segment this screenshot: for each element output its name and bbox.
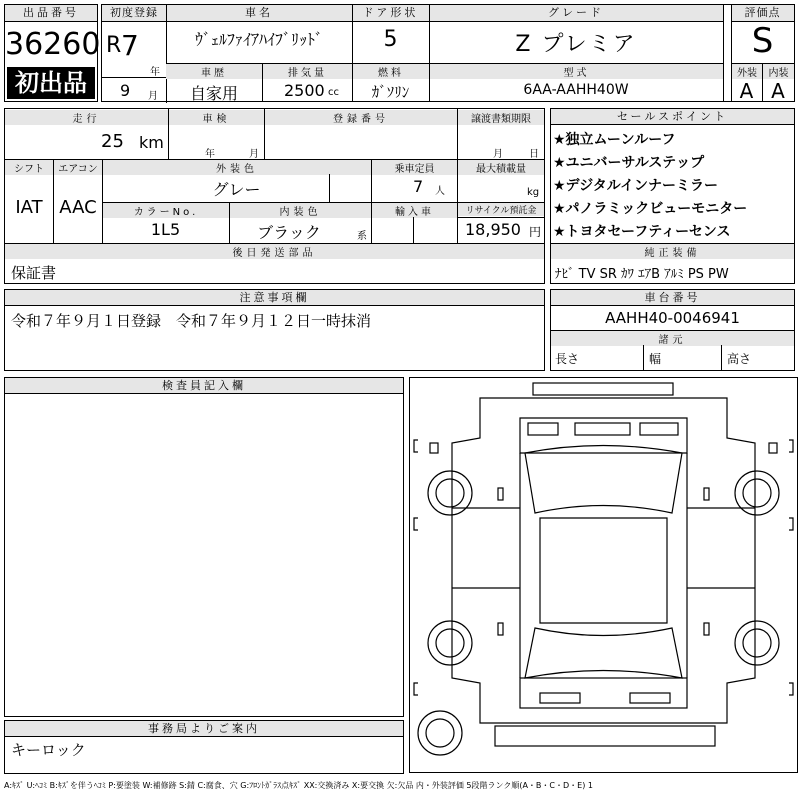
sales-label: セールスポイント xyxy=(551,109,794,125)
height-label: 高さ xyxy=(727,352,752,366)
later-parts-value: 保証書 xyxy=(11,264,57,282)
score-value: S xyxy=(751,21,774,61)
era-letter: R xyxy=(106,33,122,58)
legend-text: A:ｷｽﾞ U:ﾍｺﾐ B:ｷｽﾞを伴うﾍｺﾐ P:要塗装 W:補修跡 S:錆 C:腐食、穴 G:ﾌﾛﾝﾄｶﾞﾗｽ点ｷｽﾞ XX:交換済み X:要交換 欠:欠品 内・外装評価 5段階ランク順(A・B・C・D・E) 1 xyxy=(4,781,593,790)
load-label: 最大積載量 xyxy=(458,160,544,175)
sales-points xyxy=(550,108,795,284)
ac-value: AAC xyxy=(59,197,97,218)
capacity-label: 乗車定員 xyxy=(372,160,457,175)
office-label: 事務局よりご案内 xyxy=(5,721,403,737)
mileage-label: 走行 xyxy=(5,110,168,125)
notes-box xyxy=(4,289,545,371)
first-listing-badge xyxy=(7,67,95,99)
inspector-box xyxy=(4,377,404,717)
first-reg-label: 初度登録 xyxy=(102,5,166,22)
sales-point: ★パノラミックビューモニター xyxy=(553,201,748,217)
mileage-value: 25 xyxy=(101,131,124,152)
capacity-value: 7 xyxy=(413,177,424,196)
year-unit: 年 xyxy=(150,67,160,78)
lot-number: 36260 xyxy=(5,27,101,62)
ac-label: エアコン xyxy=(54,160,102,175)
inspection-label: 車検 xyxy=(169,110,264,125)
vehicle-header xyxy=(101,4,795,102)
int-color-value: ブラック xyxy=(257,223,321,242)
width-label: 幅 xyxy=(649,352,662,366)
recycle-unit: 円 xyxy=(529,225,542,239)
door-count: 5 xyxy=(383,27,398,52)
insp-month-unit: 月 xyxy=(249,149,259,160)
model-label: 型式 xyxy=(430,64,723,79)
lot-label: 出品番号 xyxy=(5,5,97,22)
equipment-label: 純正装備 xyxy=(551,244,794,259)
transfer-day-unit: 日 xyxy=(529,149,539,160)
int-color-label: 内装色 xyxy=(230,203,371,218)
history-label: 車歴 xyxy=(166,64,262,79)
history-value: 自家用 xyxy=(189,84,238,103)
car-damage-diagram xyxy=(409,377,798,773)
insp-year-unit: 年 xyxy=(205,149,215,160)
office-text: キーロック xyxy=(11,741,86,759)
color-no-value: 1L5 xyxy=(150,220,181,239)
displacement-value: 2500 xyxy=(284,81,325,100)
displacement-label: 排気量 xyxy=(263,64,352,79)
first-listing-text: 初出品 xyxy=(15,69,87,97)
model-value: 6AA-AAHH40W xyxy=(523,82,629,98)
lot-block xyxy=(4,4,101,102)
mileage-unit: km xyxy=(139,133,164,152)
exterior-label: 外装 xyxy=(732,64,762,79)
color-no-label: カラーNo. xyxy=(103,203,229,218)
ext-color-label: 外装色 xyxy=(103,160,371,175)
notes-label: 注意事項欄 xyxy=(5,290,544,306)
import-label: 輸入車 xyxy=(372,203,457,218)
dims-label: 諸元 xyxy=(551,331,794,346)
exterior-value: A xyxy=(739,79,754,103)
grade-value: Z プレミア xyxy=(515,32,637,57)
fuel-value: ｶﾞｿﾘﾝ xyxy=(371,83,410,101)
later-parts-label: 後日発送部品 xyxy=(5,244,544,259)
transfer-label: 譲渡書類期限 xyxy=(458,110,544,125)
grade-label: グレード xyxy=(429,5,723,22)
transfer-month-unit: 月 xyxy=(493,149,503,160)
chassis-label: 車台番号 xyxy=(551,290,794,306)
recycle-value: 18,950 xyxy=(465,220,521,239)
load-unit: kg xyxy=(527,187,540,198)
shift-label: シフト xyxy=(5,160,53,175)
notes-text: 令和７年９月１日登録 令和７年９月１２日一時抹消 xyxy=(11,312,372,330)
reg-no-label: 登録番号 xyxy=(265,110,457,125)
recycle-label: リサイクル預託金 xyxy=(458,203,544,216)
sales-point: ★ユニバーサルステップ xyxy=(553,155,705,171)
car-name: ｳﾞｪﾙﾌｧｲｱﾊｲﾌﾞﾘｯﾄﾞ xyxy=(194,30,323,49)
chassis-box xyxy=(550,289,795,371)
reg-month: 9 xyxy=(120,81,131,100)
reg-year: 7 xyxy=(121,29,139,62)
car-outline-icon xyxy=(410,378,797,772)
office-box xyxy=(4,720,404,774)
int-color-suffix: 系 xyxy=(357,231,367,242)
ext-color-value: グレー xyxy=(212,180,261,199)
capacity-unit: 人 xyxy=(435,186,445,197)
sales-point: ★トヨタセーフティーセンス xyxy=(553,224,731,240)
car-name-label: 車名 xyxy=(166,5,352,22)
door-label: ドア形状 xyxy=(352,5,429,22)
equipment-value: ﾅﾋﾞ TV SR ｶﾜ ｴｱB ｱﾙﾐ PS PW xyxy=(555,267,729,282)
vehicle-info xyxy=(4,108,545,284)
sales-point: ★独立ムーンルーフ xyxy=(553,132,676,148)
interior-value: A xyxy=(771,79,785,103)
month-unit: 月 xyxy=(148,91,158,102)
fuel-label: 燃料 xyxy=(353,64,429,79)
chassis-number: AAHH40-0046941 xyxy=(605,309,740,327)
length-label: 長さ xyxy=(555,352,580,366)
score-label: 評価点 xyxy=(731,5,794,22)
interior-label: 内装 xyxy=(763,64,794,79)
shift-value: IAT xyxy=(15,197,43,218)
displacement-unit: cc xyxy=(328,87,339,98)
inspector-label: 検査員記入欄 xyxy=(5,378,403,394)
sales-point: ★デジタルインナーミラー xyxy=(553,178,719,194)
